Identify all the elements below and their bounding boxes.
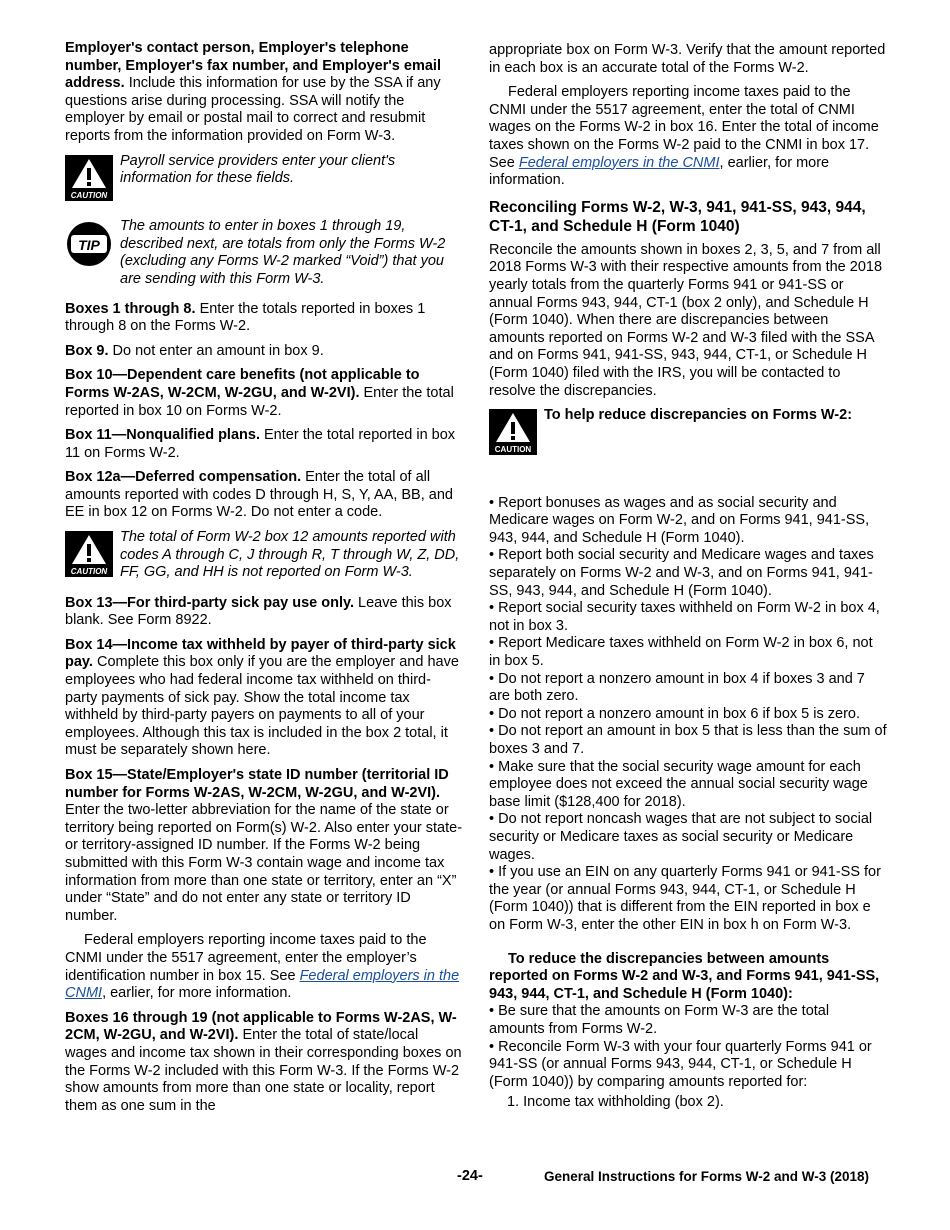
box13-paragraph: Box 13—For third-party sick pay use only. Leave this box blank. See Form 8922. [65,594,452,629]
tip-icon [65,220,113,274]
list-item: • Make sure that the social security wage amount for each employee does not exceed the annual social security wage base limit ($128,400 for 2018). [489,758,868,810]
list-item: • Report Medicare taxes withheld on Form W-2 in box 6, not in box 5. [489,635,873,670]
caution-note-3: CAUTION To help reduce discrepancies on Forms W-2: [489,407,887,461]
discrepancy-bullet-list [489,495,887,935]
caution-icon [65,531,113,583]
svg-text:CAUTION: CAUTION [494,445,532,455]
footer-title: General Instructions for Forms W-2 and W-3 (2018) [544,1169,870,1184]
reduce-heading: To reduce the discrepancies between amounts reported on Forms W-2 and W-3, and Forms 941, 941-SS, 943, 944, CT-1, and Schedule H (Form 1040): [489,950,880,1002]
caution-note-2: CAUTION The total of Form W-2 box 12 amounts reported with codes A through C, J through R, T through W, Z, DD, FF, GG, and HH is not reported on Form W-3. [65,529,463,583]
box14-paragraph: Box 14—Income tax withheld by payer of third-party sick pay. Complete this box only if you are the employer and have employees who had federal income tax withheld on third-party payments of sick pay. Show the total income tax withheld by third-party payers on payments to all of your employees. Although this tax is included in the box 2 total, it must be separately shown here. [65,636,459,759]
federal-employers-cnmi-link[interactable]: Federal employers in the CNMI [65,967,460,1002]
numbered-item: 1. Income tax withholding (box 2). [507,1094,724,1111]
reconciling-heading: Reconciling Forms W-2, W-3, 941, 941-SS, 943, 944, CT-1, and Schedule H (Form 1040) [489,198,866,235]
box12a-paragraph: Box 12a—Deferred compensation. Enter the total of all amounts reported with codes D through H, S, Y, AA, BB, and EE in box 12 on Forms W-2. Do not enter a code. [65,469,453,521]
box9-paragraph: Box 9. Do not enter an amount in box 9. [65,342,324,359]
box1-8-paragraph: Boxes 1 through 8. Enter the totals reported in boxes 1 through 8 on the Forms W-2. [65,300,426,335]
svg-text:TIP: TIP [78,237,100,254]
tip-note: TIP The amounts to enter in boxes 1 through 19, described next, are totals from only the Forms W-2 (excluding any Forms W-2 marked “Void”) that you are sending with this Form W-3. [65,218,463,288]
contact-paragraph: Employer's contact person, Employer's telephone number, Employer's fax number, and Employer's email address. Include this information for use by the SSA if any questions arise during processing. SSA will notify the employer by email or postal mail to correct and resubmit reports from the information provided on Form W-3. [65,40,441,144]
page-number: -24- [457,1168,483,1184]
svg-text:CAUTION: CAUTION [70,567,108,577]
reconciling-paragraph: Reconcile the amounts shown in boxes 2, 3, 5, and 7 from all 2018 Forms W-3 with their respective amounts from the 2018 yearly totals from the quarterly Forms 941 or 941-SS or annual Forms 943, 944, CT-1 (box 2 only), and Schedule H (Form 1040). When there are discrepancies between amounts reported on Forms W-2 and W-3 filed with the SSA and on Forms 941, 941-SS, 943, 944, CT-1, or Schedule H (Form 1040) filed with the IRS, you will be contacted to resolve the discrepancies. [489,241,883,399]
federal-employers-cnmi-link[interactable]: Federal employers in the CNMI [518,154,720,171]
list-item: • Report social security taxes withheld on Form W-2 in box 4, not in box 3. [489,600,880,634]
list-item: • Do not report a nonzero amount in box 4 if boxes 3 and 7 are both zero. [489,670,865,705]
list-item: • Reconcile Form W-3 with your four quarterly Forms 941 or 941-SS (or annual Forms 943, 944, CT-1, or Schedule H (Form 1040)) by comparing amounts reported for: [489,1038,872,1090]
continued-paragraph: appropriate box on Form W-3. Verify that the amount reported in each box is an accurate total of the Forms W-2. [489,42,886,76]
list-item: • Report bonuses as wages and as social security and Medicare wages on Form W-2, and on Forms 941, 941-SS, 943, 944, and Schedule H (Form 1040). [489,494,870,546]
list-item: • Do not report noncash wages that are not subject to social security or Medicare taxes as social security or Medicare wages. [489,811,873,863]
list-item: • If you use an EIN on any quarterly Forms 941 or 941-SS for the year (or annual Forms 943, 944, CT-1, or Schedule H (Form 1040)) that is different from the EIN reported in box e on Form W-3, enter the other EIN in box h on Form W-3. [489,864,881,933]
left-column [65,40,463,1122]
list-item: • Be sure that the amounts on Form W-3 are the total amounts from Forms W-2. [489,1003,830,1037]
box10-paragraph: Box 10—Dependent care benefits (not applicable to Forms W-2AS, W-2CM, W-2GU, and W-2VI). Enter the total reported in box 10 on Forms W-2. [65,367,454,419]
box15-paragraph: Box 15—State/Employer's state ID number (territorial ID number for Forms W-2AS, W-2CM, W-2GU, and W-2VI). Enter the two-letter abbreviation for the name of the state or territory being reported on Form(s) W-2. Also enter your state- or territory-assigned ID number. If the Forms W-2 being submitted with this Form W-3 contain wage and income tax information from more than one state or territory, enter an “X” under “State” and do not enter any state or territory ID number. [65,767,463,924]
caution-icon [489,409,537,461]
federal-box15-paragraph: Federal employers reporting income taxes paid to the CNMI under the 5517 agreement, enter the employer’s identification number in box 15. See Federal employers in the CNMI, earlier, for more information. [65,932,460,1002]
federal-box16-paragraph: Federal employers reporting income taxes paid to the CNMI under the 5517 agreement, enter the total of CNMI wages on the Forms W-2 in box 16. Enter the total of income taxes shown on the Forms W-2 paid to the CNMI in box 17. See Federal employers in the CNMI, earlier, for more information. [489,84,879,189]
svg-text:CAUTION: CAUTION [70,190,108,200]
caution-note-1: CAUTION Payroll service providers enter your client's information for these fields. [65,153,463,207]
box11-paragraph: Box 11—Nonqualified plans. Enter the total reported in box 11 on Forms W-2. [65,427,456,461]
list-item: • Do not report an amount in box 5 that is less than the sum of boxes 3 and 7. [489,723,887,757]
list-item: • Do not report a nonzero amount in box 6 if box 5 is zero. [489,705,861,722]
box16-19-paragraph: Boxes 16 through 19 (not applicable to Forms W-2AS, W-2CM, W-2GU, and W-2VI). Enter the total of state/local wages and income tax shown in their corresponding boxes on the Forms W-2 included with this Form W-3. If the Forms W-2 show amounts from more than one state or locality, report them as one sum in the [65,1009,462,1114]
right-column [489,42,887,1112]
list-item: • Report both social security and Medicare wages and taxes separately on Forms W-2 and W-3, and on Forms 941, 941-SS, 943, 944, and Schedule H (Form 1040). [489,547,874,599]
caution-icon [65,155,113,207]
